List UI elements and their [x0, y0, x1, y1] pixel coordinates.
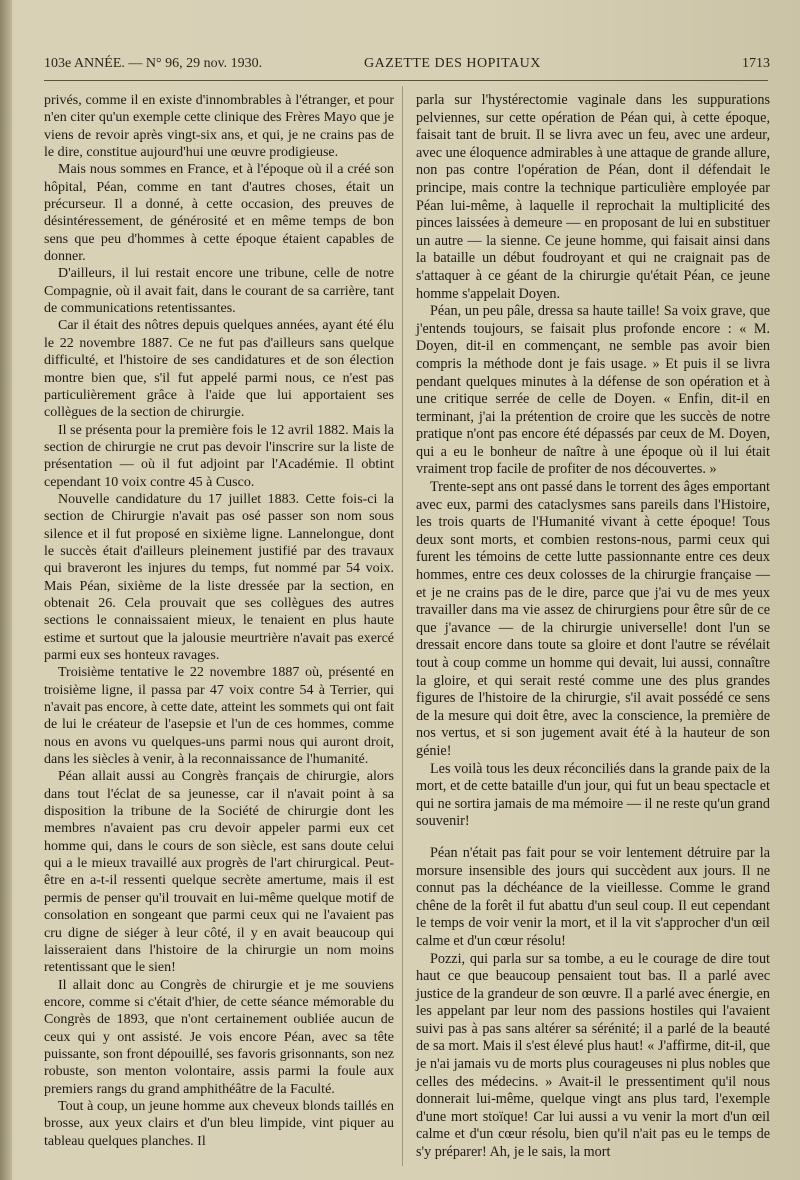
journal-title: GAZETTE DES HOPITAUX [364, 56, 541, 71]
left-column [44, 92, 394, 1150]
right-column [416, 92, 770, 1162]
paragraph: Péan, un peu pâle, dressa sa haute taille! Sa voix grave, que j'entends toujours, se faisait plus profonde encore : « M. Doyen, dit-il en commençant, ne semble pas avoir bien compris la méthode dont je fais usage. » Et puis il se livra pendant quelques minutes à la défense de son opération et à une critique serrée de celle de Doyen. « Enfin, dit-il en terminant, j'ai la prétention de croire que les succès de notre pratique n'ont pas encore été dépassés par ceux de M. Doyen, qui a eu le bonheur de naître à une époque où il lui était vraiment trop facile de profiter de nos découvertes. » [416, 303, 770, 478]
paragraph: D'ailleurs, il lui restait encore une tribune, celle de notre Compagnie, où il avait fait, dans le courant de sa carrière, tant de communications retentissantes. [44, 266, 394, 317]
paragraph: Car il était des nôtres depuis quelques années, ayant été élu le 22 novembre 1887. Ce ne fut pas d'ailleurs sans quelque difficulté, et l'histoire de ses candidatures et de son élection montre bien que, s'il fut appelé parmi nous, ce n'est pas particulièrement grâce à l'aide que lui apportaient ses collègues de la section de chirurgie. [44, 318, 394, 421]
paragraph: Péan allait aussi au Congrès français de chirurgie, alors dans tout l'éclat de sa jeunesse, car il n'avait point à sa disposition la tribune de la Société de chirurgie dont les membres n'avaient pas cru devoir appeler parmi eux cet homme qui, dans le cours de son siècle, est sans doute celui qui a le mieux travaillé aux progrès de l'art chirurgical. Peut-être en a-t-il ressenti quelque secrète amertume, mais il est permis de penser qu'il trouvait en lui-même quelque motif de consolation en songeant que parmi ceux qui ne l'avaient pas cru digne de siéger à leur côté, il y en avait beaucoup qui laisseraient dans l'histoire de la chirurgie un nom moins retentissant que le sien! [44, 769, 394, 976]
paragraph: Nouvelle candidature du 17 juillet 1883. Cette fois-ci la section de Chirurgie n'avait pas osé passer son nom sous silence et il fut proposé en sixième ligne. Lannelongue, dont le succès était d'ailleurs pleinement justifié par des travaux qui braveront les injures du temps, fut nommé par 54 voix. Mais Péan, sixième de la liste dressée par la section, en obtenait 26. Cela prouvait que ses collègues des autres sections le connaissaient mieux, le tenaient en plus haute estime et surtout que la jalousie meurtrière n'avait pas exercé parmi eux ses honteux ravages. [44, 491, 394, 663]
paragraph: parla sur l'hystérectomie vaginale dans les suppurations pelviennes, sur cette opération de Péan qui, à cette époque, faisait tant de bruit. Il se livra avec un feu, avec une ardeur, avec une éloquence admirables à une attaque de grande allure, non pas contre l'opération de Péan, dont il défendait le principe, mais contre la technique particulière employée par Péan lui-même, à laquelle il reprochait la multiplicité des pinces laissées à demeure — en proposant de lui en substituer un autre — la sienne. Ce jeune homme, qui faisait ainsi dans la bataille un début foudroyant et qui ne craignait pas de s'attaquer à ce géant de la chirurgie qu'était Péan, ce jeune homme s'appelait Doyen. [416, 92, 770, 302]
paragraph: Trente-sept ans ont passé dans le torrent des âges emportant avec eux, parmi des cataclysmes sans pareils dans l'Histoire, les trois quarts de l'Humanité vivant à cette époque! Tous deux sont morts, et combien restons-nous, parmi ceux qui furent les témoins de cette lutte passionnante entre ces deux hommes, entre ces deux colosses de la chirurgie française — et je ne crains pas de le dire, parce que j'ai vu de mes yeux travailler dans ma vie assez de chirurgiens pour être sûr de ce que j'avance — de la chirurgie universelle! dont l'un se dressait encore dans toute sa gloire et dont l'autre se révélait tout à coup comme un homme qui devait, lui aussi, connaître la gloire, et qui serait resté comme une des plus grandes figures de l'histoire de la chirurgie, s'il avait possédé ce sens de la mesure qui doit être, avec la conscience, la première de nos vertus, et si son jugement avait été à la hauteur de son génie! [416, 479, 770, 759]
page-number: 1713 [742, 56, 770, 71]
paragraph: Pozzi, qui parla sur sa tombe, a eu le courage de dire tout haut ce que beaucoup pensaient tout bas. Il a parlé avec justice de la grandeur de son œuvre. Il a parlé avec énergie, en les appelant par leur nom des passions hostiles qui l'avaient suivi pas à pas sans altérer sa sérénité; il a parlé de la beauté de sa mort. Mais il s'est élevé plus haut! « J'affirme, dit-il, que je n'ai jamais vu de morts plus courageuses ni plus nobles que celles des médecins. » Avait-il le pressentiment qu'il nous donnerait lui-même, quelque vingt ans plus tard, l'exemple d'une mort stoïque! Car lui aussi a vu venir la mort d'un œil calme et d'un cœur résolu, bien qu'il n'ait pas eu le temps de s'y préparer! Ah, je le sais, la mort [416, 950, 770, 1161]
header-rule [44, 80, 768, 81]
paragraph: Troisième tentative le 22 novembre 1887 où, présenté en troisième ligne, il passa par 47 voix contre 54 à Terrier, qui n'avait pas encore, à cette date, atteint les sommets qui ont fait de lui le créateur de l'asepsie et l'un de ces hommes, comme nous en avons vu quelques-uns parmi nous qui auront droit, dans les siècles à venir, à la reconnaissance de l'humanité. [44, 665, 394, 768]
page-binding-edge [0, 0, 12, 1180]
paragraph: Tout à coup, un jeune homme aux cheveux blonds taillés en brosse, aux yeux clairs et d'un bleu limpide, vint piquer au tableau quelques planches. Il [44, 1098, 394, 1149]
paragraph: Péan n'était pas fait pour se voir lentement détruire par la morsure insensible des jours qui succèdent aux jours. Il ne connut pas la déchéance de la vieillesse. Comme le grand chêne de la forêt il fut abattu d'un seul coup. Il eut cependant le temps de voir venir la mort, et il la vit s'approcher d'un œil calme et d'un cœur résolu! [416, 844, 770, 949]
column-divider [402, 86, 403, 1166]
paragraph: Mais nous sommes en France, et à l'époque où il a créé son hôpital, Péan, comme en tant d'autres choses, était un précurseur. Il a donné, à cette occasion, des preuves de désintéressement, de générosité et en même temps de bon sens que peu d'hommes à cette époque étaient capables de donner. [44, 162, 394, 265]
issue-info: 103e ANNÉE. — N° 96, 29 nov. 1930. [44, 56, 263, 71]
paragraph: Les voilà tous les deux réconciliés dans la grande paix de la mort, et de cette bataille d'un jour, qui fut un beau spectacle et qui ne sortira jamais de ma mémoire — il ne reste qu'un grand souvenir! [416, 760, 770, 830]
paragraph: privés, comme il en existe d'innombrables à l'étranger, et pour n'en citer qu'un exemple cette clinique des Frères Mayo que je viens de revoir après vingt-six ans, et qui, je ne crains pas de le dire, constitue aujourd'hui une œuvre prodigieuse. [44, 93, 394, 161]
paragraph: Il se présenta pour la première fois le 12 avril 1882. Mais la section de chirurgie ne crut pas devoir l'inscrire sur la liste de présentation — où il fut adjoint par l'Académie. Il obtint cependant 10 voix contre 45 à Cusco. [44, 422, 394, 490]
page-header [44, 56, 770, 78]
paragraph: Il allait donc au Congrès de chirurgie et je me souviens encore, comme si c'était d'hier, de cette séance mémorable du Congrès de 1893, que n'ont certainement oubliée aucun de ceux qui y ont assisté. Je vois encore Péan, avec sa tête puissante, son front dépouillé, ses favoris grisonnants, son nez robuste, son menton volontaire, assis parmi la foule aux premiers rangs du grand amphithéâtre de la Faculté. [44, 977, 394, 1097]
